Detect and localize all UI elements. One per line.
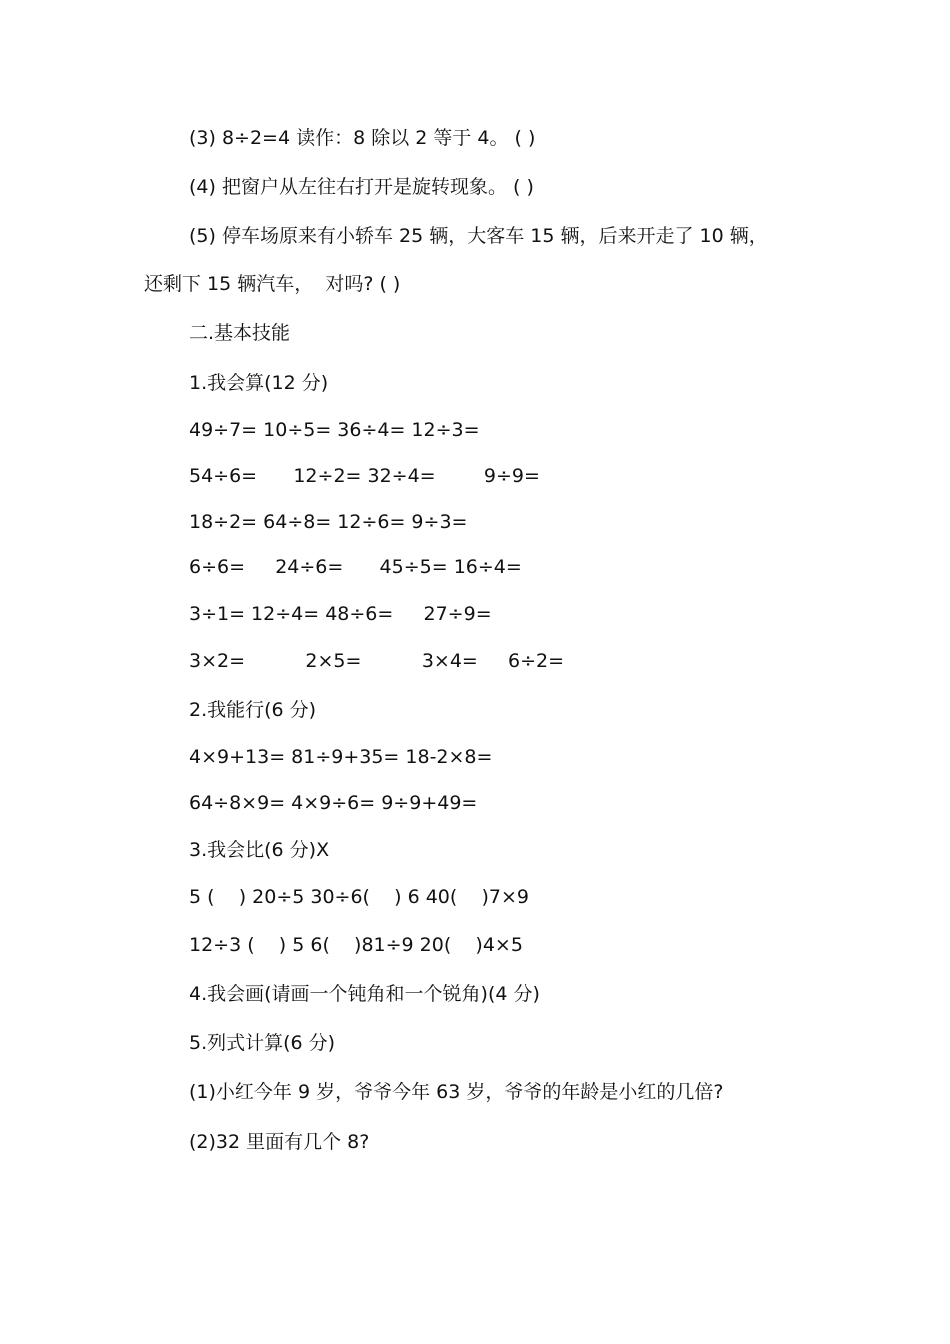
- q5-title: 5.列式计算(6 分): [189, 1032, 336, 1054]
- q3-row: 12÷3 ( ) 5 6( )81÷9 20( )4×5: [189, 934, 523, 956]
- q1-row: 6÷6= 24÷6= 45÷5= 16÷4=: [189, 556, 522, 578]
- judgement-item-3: (3) 8÷2=4 读作：8 除以 2 等于 4。 ( ): [189, 127, 536, 149]
- q5-row: (2)32 里面有几个 8?: [189, 1131, 370, 1153]
- judgement-item-5-line-2: 还剩下 15 辆汽车， 对吗? ( ): [144, 273, 401, 295]
- q1-row: 3÷1= 12÷4= 48÷6= 27÷9=: [189, 603, 492, 625]
- section-2-heading: 二.基本技能: [189, 322, 291, 344]
- q1-row: 54÷6= 12÷2= 32÷4= 9÷9=: [189, 465, 540, 487]
- q3-row: 5 ( ) 20÷5 30÷6( ) 6 40( )7×9: [189, 886, 529, 908]
- q1-row: 49÷7= 10÷5= 36÷4= 12÷3=: [189, 419, 480, 441]
- q1-row: 18÷2= 64÷8= 12÷6= 9÷3=: [189, 511, 468, 533]
- q1-row: 3×2= 2×5= 3×4= 6÷2=: [189, 650, 565, 672]
- q4-title: 4.我会画(请画一个钝角和一个锐角)(4 分): [189, 983, 540, 1005]
- q3-title: 3.我会比(6 分)X: [189, 839, 330, 861]
- q2-row: 4×9+13= 81÷9+35= 18-2×8=: [189, 746, 493, 768]
- q5-row: (1)小红今年 9 岁，爷爷今年 63 岁，爷爷的年龄是小红的几倍?: [189, 1081, 724, 1103]
- q1-title: 1.我会算(12 分): [189, 372, 329, 394]
- judgement-item-4: (4) 把窗户从左往右打开是旋转现象。 ( ): [189, 176, 534, 198]
- q2-title: 2.我能行(6 分): [189, 699, 317, 721]
- q2-row: 64÷8×9= 4×9÷6= 9÷9+49=: [189, 792, 478, 814]
- judgement-item-5-line-1: (5) 停车场原来有小轿车 25 辆，大客车 15 辆，后来开走了 10 辆，: [189, 225, 768, 247]
